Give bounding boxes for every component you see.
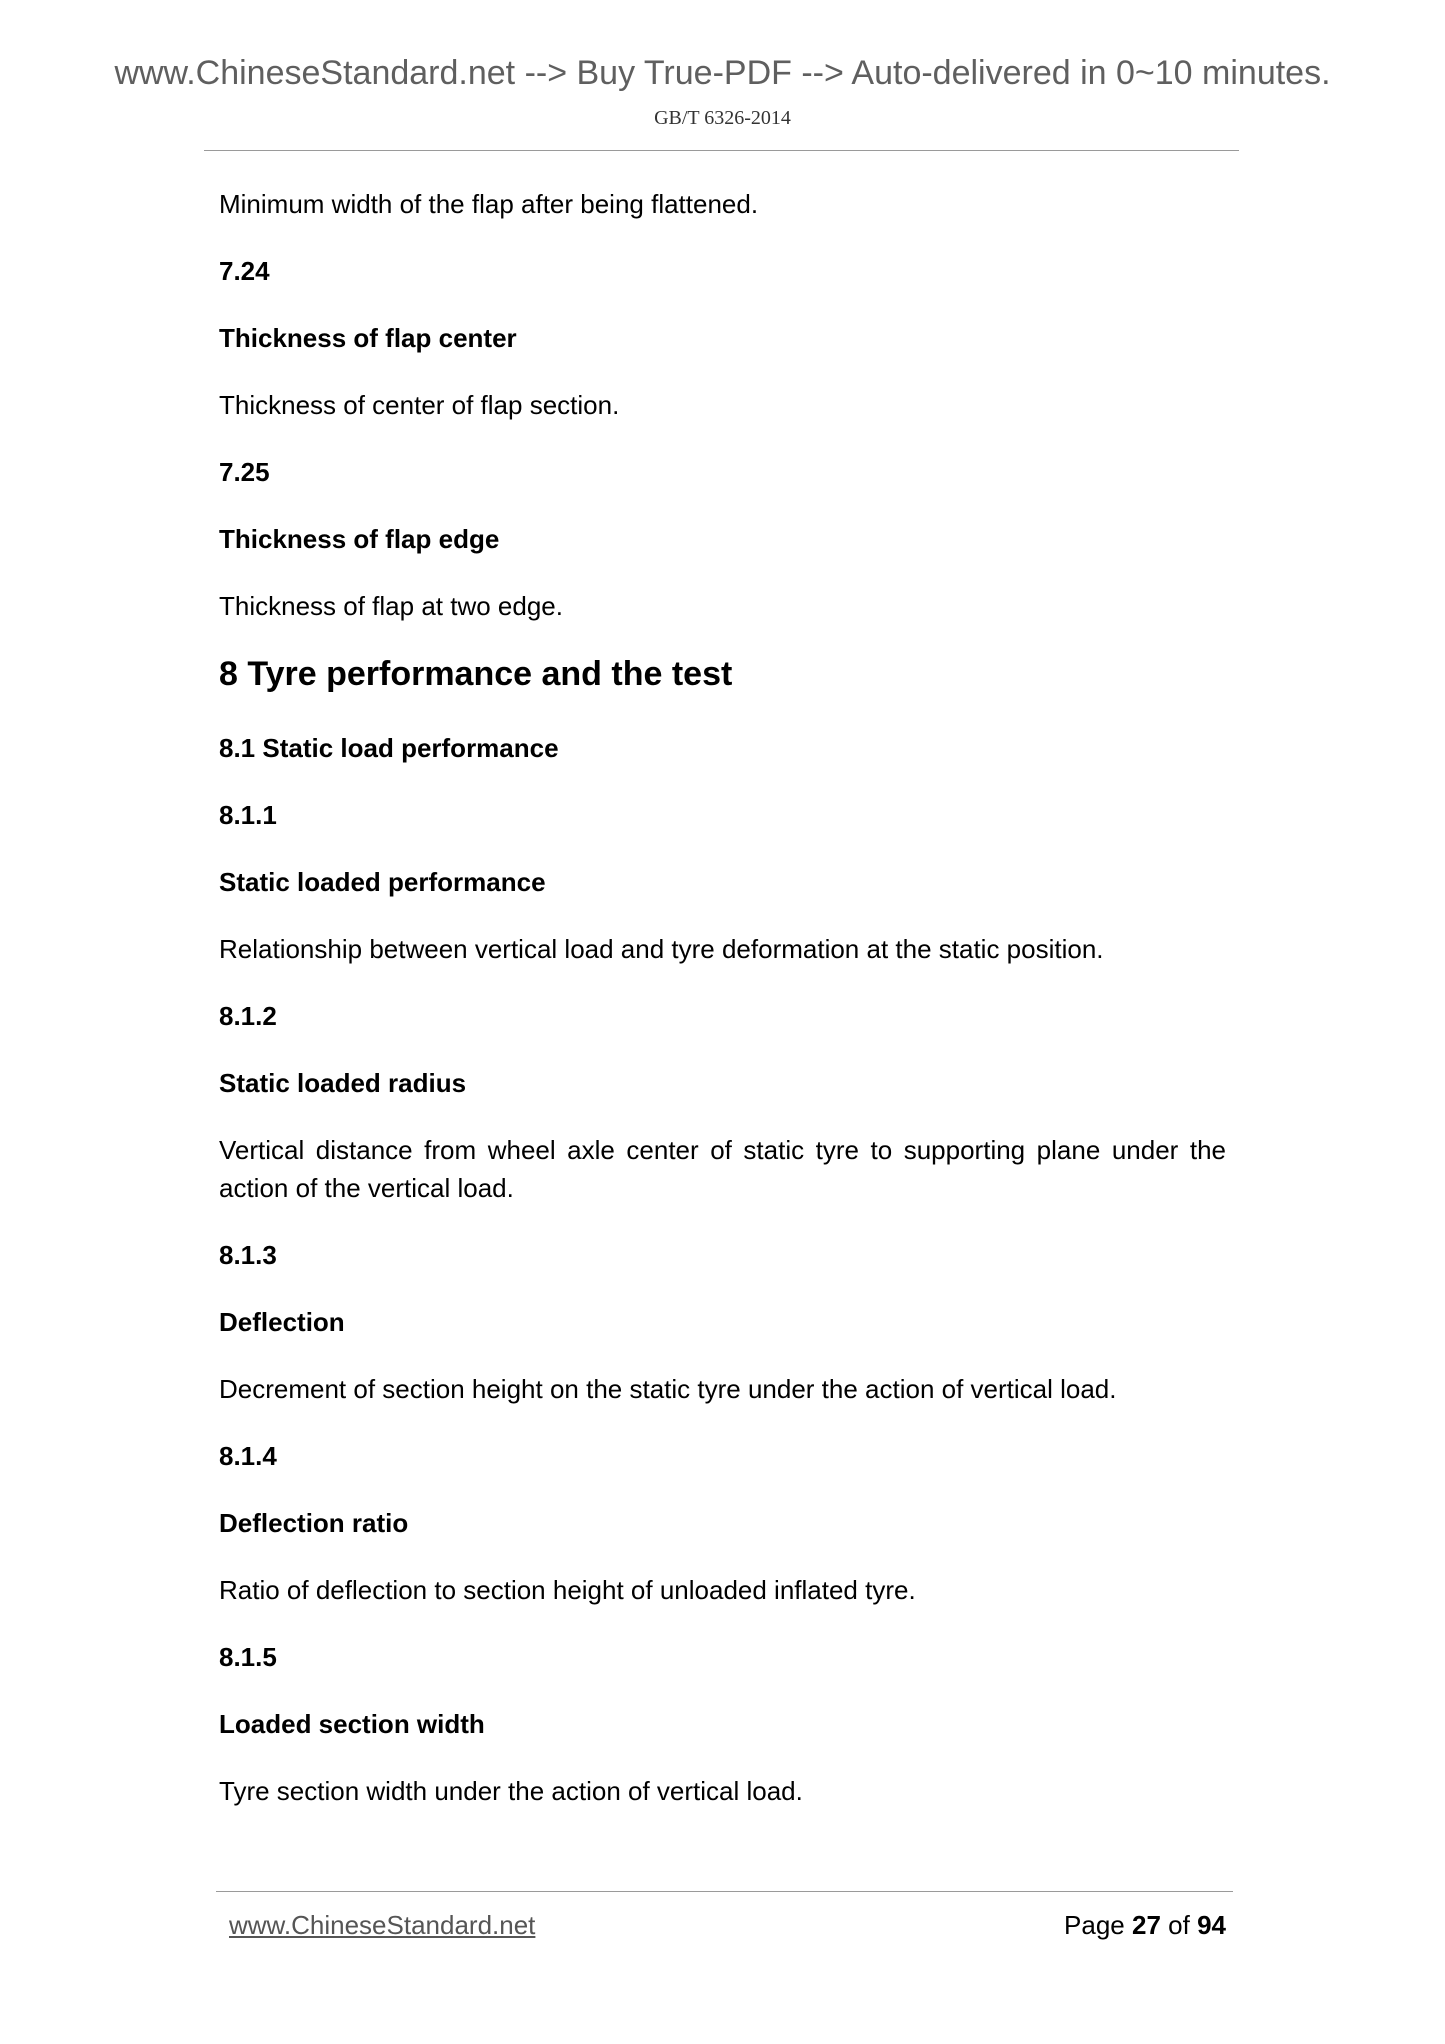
header-divider — [204, 150, 1239, 151]
definition-text: Tyre section width under the action of vertical load. — [219, 1776, 803, 1806]
page-body — [219, 185, 1226, 1839]
footer-divider — [216, 1891, 1233, 1892]
total-pages-number: 94 — [1197, 1910, 1226, 1940]
clause-number: 8.1.1 — [219, 800, 277, 830]
clause-number: 8.1.3 — [219, 1240, 277, 1270]
clause-number: 7.24 — [219, 256, 270, 286]
term-title: Loaded section width — [219, 1709, 485, 1739]
definition-text: Decrement of section height on the static tyre under the action of vertical load. — [219, 1374, 1117, 1404]
term-title: Static loaded radius — [219, 1068, 467, 1098]
clause-number: 8.1.5 — [219, 1642, 277, 1672]
term-title: Deflection — [219, 1307, 345, 1337]
term-title: Thickness of flap edge — [219, 524, 500, 554]
page-of-word: of — [1168, 1910, 1190, 1940]
page-indicator — [1064, 1909, 1226, 1941]
clause-number: 8.1.2 — [219, 1001, 277, 1031]
clause-number: 8.1.4 — [219, 1441, 277, 1471]
definition-text: Thickness of center of flap section. — [219, 390, 620, 420]
definition-text: Thickness of flap at two edge. — [219, 591, 563, 621]
definition-text: Minimum width of the flap after being flattened. — [219, 189, 759, 219]
term-title: Deflection ratio — [219, 1508, 409, 1538]
section-heading: 8 Tyre performance and the test — [219, 655, 733, 693]
current-page-number: 27 — [1132, 1910, 1161, 1940]
promo-banner: www.ChineseStandard.net --> Buy True-PDF --> Auto-delivered in 0~10 minutes. — [114, 54, 1331, 92]
term-title: Static loaded performance — [219, 867, 546, 897]
standard-number: GB/T 6326-2014 — [654, 107, 791, 129]
definition-text: Ratio of deflection to section height of unloaded inflated tyre. — [219, 1575, 916, 1605]
clause-number: 7.25 — [219, 457, 270, 487]
definition-text: Vertical distance from wheel axle center of static tyre to supporting plane under the action of the vertical load. — [219, 1135, 1226, 1203]
footer-site-link[interactable]: www.ChineseStandard.net — [229, 1910, 536, 1940]
definition-text: Relationship between vertical load and tyre deformation at the static position. — [219, 934, 1104, 964]
subsection-heading: 8.1 Static load performance — [219, 733, 559, 763]
page-word: Page — [1064, 1910, 1125, 1940]
term-title: Thickness of flap center — [219, 323, 517, 353]
